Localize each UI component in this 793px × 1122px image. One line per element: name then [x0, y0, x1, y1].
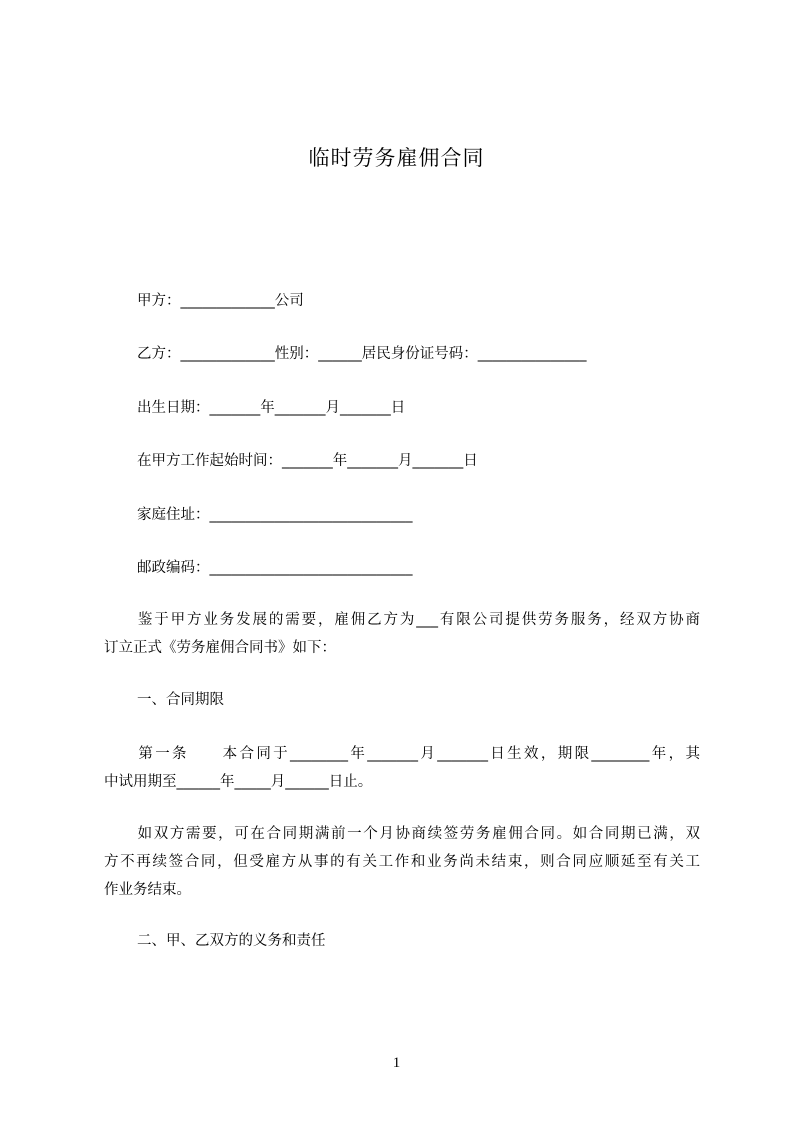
article-1-paragraph [104, 740, 700, 796]
start-date-line: 在甲方工作起始时间：_______年_______月_______日 [137, 453, 478, 469]
intro-paragraph [104, 606, 700, 662]
renewal-line-2: 方不再续签合同，但受雇方从事的有关工作和业务尚未结束，则合同应顺延至有关工 [104, 854, 700, 870]
renewal-line-3: 作业务结束。 [104, 882, 191, 898]
article-1-line-2: 中试用期至______年_____月______日止。 [104, 774, 373, 790]
document-title: 临时劳务雇佣合同 [308, 146, 485, 170]
intro-line-2: 订立正式《劳务雇佣合同书》如下： [104, 640, 336, 656]
article-1-line-1: 第一条 本合同于________年_______月_______日生效，期限________年，其 [136, 746, 700, 762]
home-address-line: 家庭住址：____________________________ [137, 507, 413, 523]
page-number: 1 [392, 1055, 401, 1071]
party-a-line: 甲方：_____________公司 [137, 293, 304, 309]
section-1-heading: 一、合同期限 [137, 692, 224, 708]
party-b-line: 乙方：_____________性别：______居民身份证号码：_______________ [137, 346, 587, 362]
postal-code-line: 邮政编码：____________________________ [137, 560, 413, 576]
birth-date-line: 出生日期：_______年_______月_______日 [137, 400, 406, 416]
renewal-paragraph [104, 820, 700, 904]
section-2-heading: 二、甲、乙双方的义务和责任 [137, 933, 326, 949]
renewal-line-1: 如双方需要，可在合同期满前一个月协商续签劳务雇佣合同。如合同期已满，双 [136, 826, 700, 842]
intro-line-1: 鉴于甲方业务发展的需要，雇佣乙方为___有限公司提供劳务服务，经双方协商 [136, 612, 700, 628]
